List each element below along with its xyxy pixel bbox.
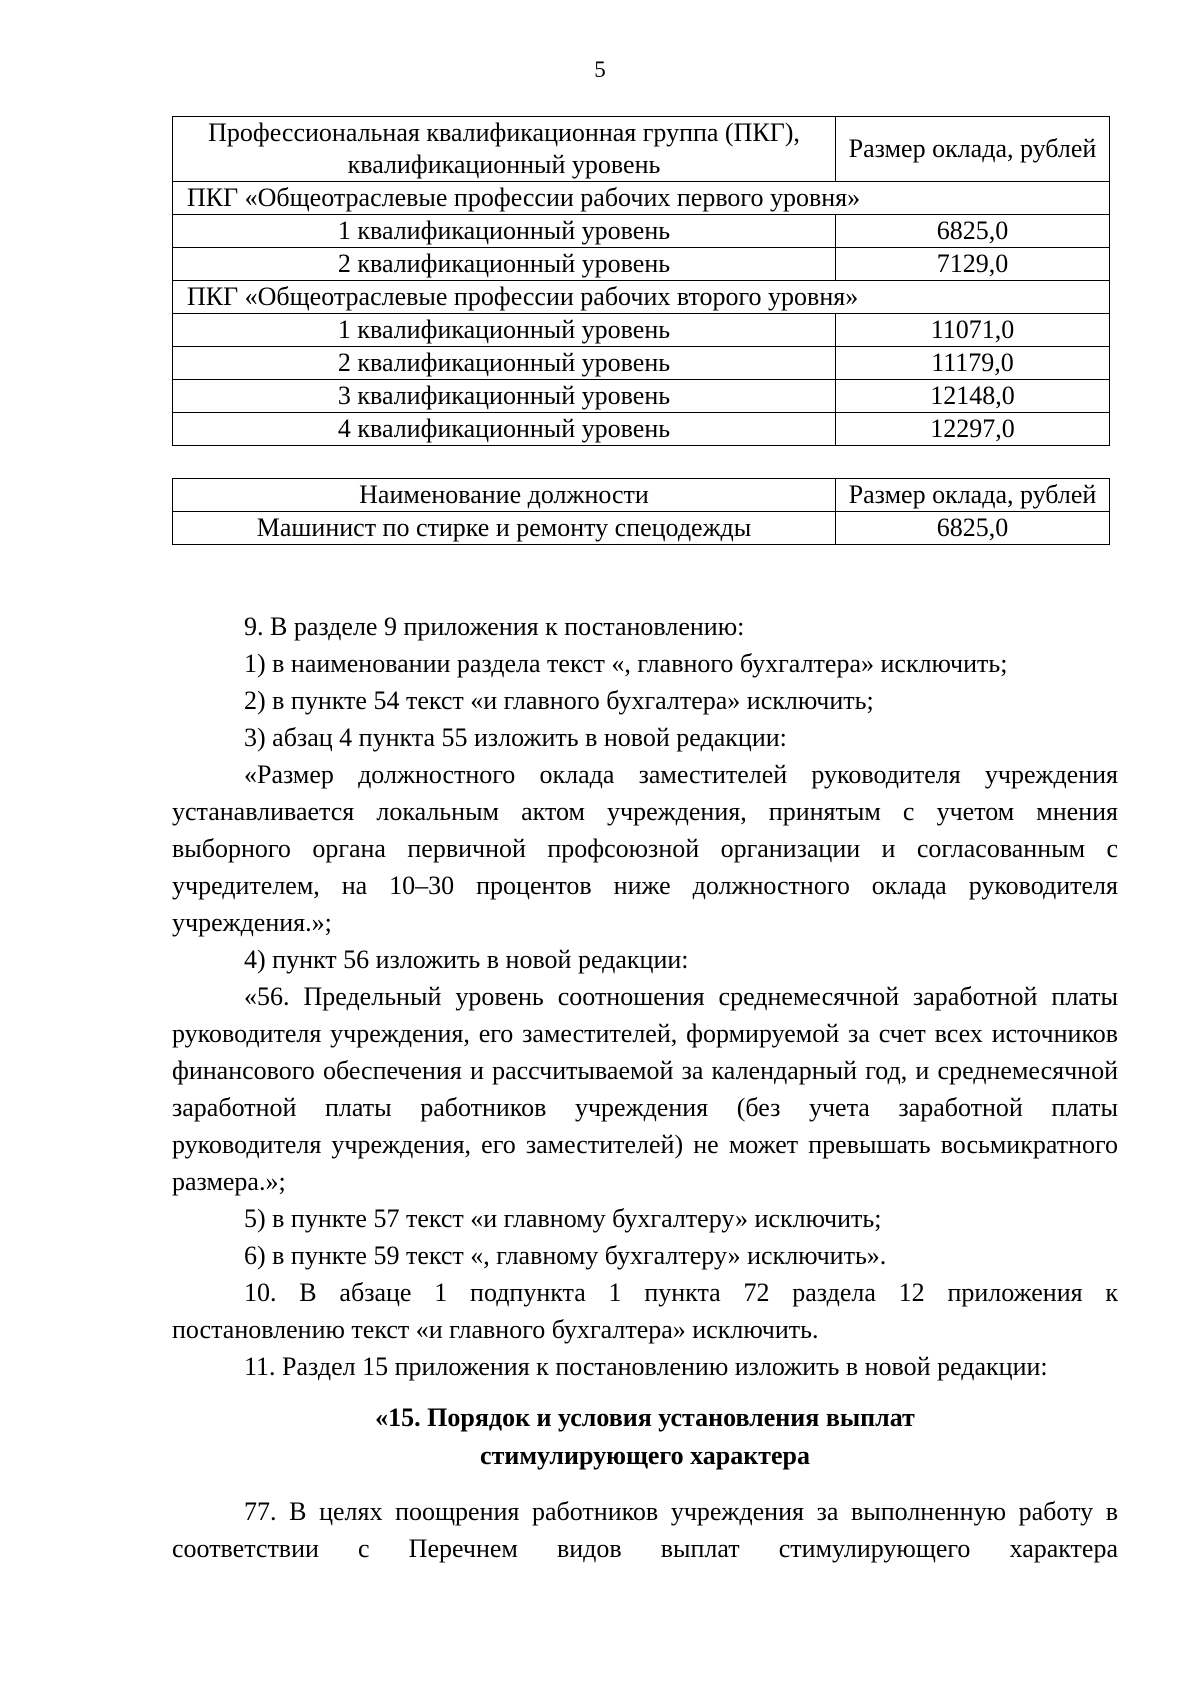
table-row	[173, 380, 1110, 413]
paragraph: 11. Раздел 15 приложения к постановлению изложить в новой редакции:	[244, 1352, 1048, 1381]
level-cell: 4 квалификационный уровень	[173, 413, 836, 446]
table-header-row	[173, 479, 1110, 512]
paragraph: «56. Предельный уровень соотношения среднемесячной заработной платы руководителя учреждения, его заместителей, формируемой за счет всех источников финансового обеспечения и рассчитываемой за календарный год, и среднемесячной заработной платы работников учреждения (без учета заработной платы руководителя учреждения, его заместителей) не может превышать восьмикратного размера.»;	[172, 982, 1118, 1196]
level-cell: 1 квалификационный уровень	[173, 215, 836, 248]
salary-cell: 6825,0	[836, 512, 1110, 545]
level-cell: 3 квалификационный уровень	[173, 380, 836, 413]
table-header-row	[173, 117, 1110, 182]
section-text	[172, 1493, 1118, 1567]
paragraph: «Размер должностного оклада заместителей руководителя учреждения устанавливается локальным актом учреждения, принятым с учетом мнения выборного органа первичной профсоюзной организации и согласованным с учредителем, на 10–30 процентов ниже должностного оклада руководителя учреждения.»;	[172, 760, 1118, 937]
paragraph: 77. В целях поощрения работников учреждения за выполненную работу в соответствии с Перечнем видов выплат стимулирующего характера	[172, 1497, 1118, 1563]
position-cell: Машинист по стирке и ремонту спецодежды	[173, 512, 836, 545]
salary-cell: 11071,0	[836, 314, 1110, 347]
salary-cell: 12148,0	[836, 380, 1110, 413]
paragraph: 6) в пункте 59 текст «, главному бухгалтеру» исключить».	[244, 1241, 887, 1270]
table-row	[173, 413, 1110, 446]
header-cell-salary: Размер оклада, рублей	[836, 479, 1110, 512]
level-cell: 2 квалификационный уровень	[173, 248, 836, 281]
table-row	[173, 347, 1110, 380]
table-row	[173, 314, 1110, 347]
group-cell: ПКГ «Общеотраслевые профессии рабочих первого уровня»	[173, 182, 1110, 215]
group-cell: ПКГ «Общеотраслевые профессии рабочих второго уровня»	[173, 281, 1110, 314]
table-row-group	[173, 182, 1110, 215]
salary-cell: 11179,0	[836, 347, 1110, 380]
paragraph: 2) в пункте 54 текст «и главного бухгалтера» исключить;	[244, 686, 874, 715]
paragraph: 4) пункт 56 изложить в новой редакции:	[244, 945, 689, 974]
header-cell-group: Профессиональная квалификационная группа (ПКГ), квалификационный уровень	[173, 117, 836, 182]
table-row	[173, 248, 1110, 281]
section-heading-line2: стимулирующего характера	[480, 1441, 810, 1470]
page-number: 5	[594, 57, 606, 82]
salary-cell: 12297,0	[836, 413, 1110, 446]
salary-table-pkg	[172, 116, 1110, 446]
section-heading-line1: «15. Порядок и условия установления выплат	[375, 1403, 915, 1432]
table-row	[173, 512, 1110, 545]
salary-table-positions	[172, 478, 1110, 545]
paragraph: 1) в наименовании раздела текст «, главного бухгалтера» исключить;	[244, 649, 1008, 678]
table-row	[173, 215, 1110, 248]
paragraph: 5) в пункте 57 текст «и главному бухгалтеру» исключить;	[244, 1204, 882, 1233]
paragraph: 9. В разделе 9 приложения к постановлению:	[244, 612, 745, 641]
table-row-group	[173, 281, 1110, 314]
header-cell-salary: Размер оклада, рублей	[836, 117, 1110, 182]
header-cell-position: Наименование должности	[173, 479, 836, 512]
salary-cell: 6825,0	[836, 215, 1110, 248]
amendments-text	[172, 608, 1118, 1385]
paragraph: 10. В абзаце 1 подпункта 1 пункта 72 раздела 12 приложения к постановлению текст «и главного бухгалтера» исключить.	[172, 1278, 1118, 1344]
salary-cell: 7129,0	[836, 248, 1110, 281]
paragraph: 3) абзац 4 пункта 55 изложить в новой редакции:	[244, 723, 787, 752]
level-cell: 1 квалификационный уровень	[173, 314, 836, 347]
section-heading	[172, 1399, 1118, 1475]
level-cell: 2 квалификационный уровень	[173, 347, 836, 380]
